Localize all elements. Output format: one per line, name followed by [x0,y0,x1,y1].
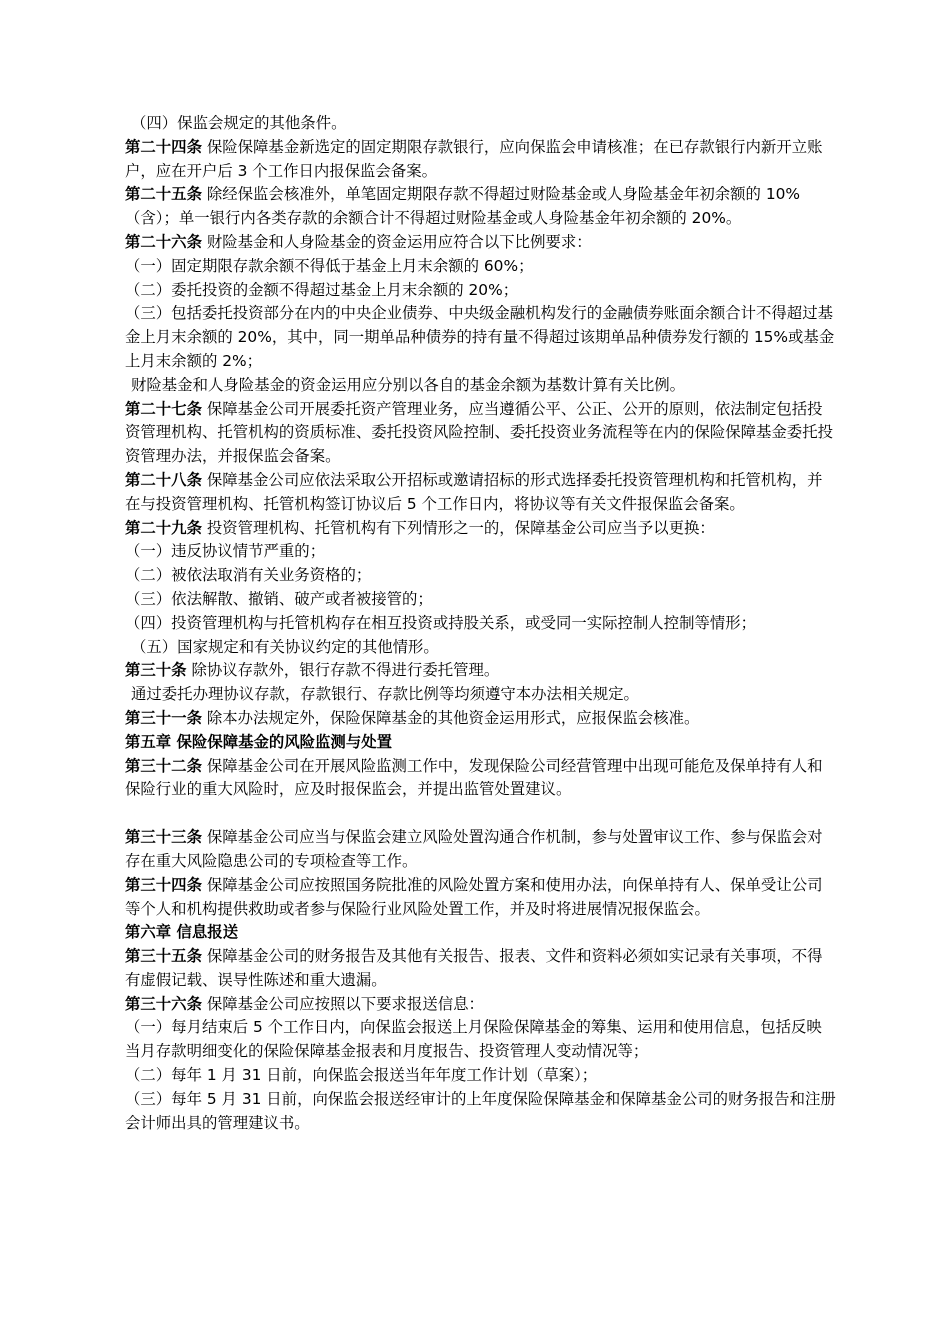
paragraph: 财险基金和人身险基金的资金运用应分别以各自的基金余额为基数计算有关比例。 [131,375,686,394]
paragraph: （四）保监会规定的其他条件。 [131,114,347,132]
list-item: （四）投资管理机构与托管机构存在相互投资或持股关系，或受同一实际控制人控制等情形； [125,613,757,632]
list-item: （二）委托投资的金额不得超过基金上月末余额的 20%； [125,280,519,299]
article-30: 第三十条 除协议存款外，银行存款不得进行委托管理。 [125,661,500,680]
article-26: 第二十六条 财险基金和人身险基金的资金运用应符合以下比例要求： [125,232,592,251]
article-heading: 第三十一条 [125,708,202,727]
article-heading: 第三十条 [125,661,187,680]
chapter-heading: 第五章 保险保障基金的风险监测与处置 [125,732,392,751]
list-item: （二）被依法取消有关业务资格的； [125,566,372,585]
article-heading: 第三十六条 [125,994,202,1013]
article-25: 第二十五条 除经保监会核准外，单笔固定期限存款不得超过财险基金或人身险基金年初余额的 10%（含）；单一银行内各类存款的余额合计不得超过财险基金或人身险基金年初余额的 20%。 [125,185,801,228]
article-31: 第三十一条 除本办法规定外，保险保障基金的其他资金运用形式，应报保监会核准。 [125,708,700,727]
article-heading: 第二十四条 [125,137,202,156]
article-36: 第三十六条 保障基金公司应按照以下要求报送信息： [125,994,484,1013]
article-29: 第二十九条 投资管理机构、托管机构有下列情形之一的，保障基金公司应当予以更换： [125,518,715,537]
article-heading: 第二十六条 [125,232,202,251]
article-35: 第三十五条 保障基金公司的财务报告及其他有关报告、报表、文件和资料必须如实记录有关事项，不得有虚假记载、误导性陈述和重大遗漏。 [125,947,823,989]
list-item: （一）违反协议情节严重的； [125,542,326,561]
article-24: 第二十四条 保险保障基金新选定的固定期限存款银行，应向保监会申请核准；在已存款银行内新开立账户，应在开户后 3 个工作日内报保监会备案。 [125,137,823,180]
article-heading: 第三十四条 [125,875,202,894]
paragraph: 通过委托办理协议存款，存款银行、存款比例等均须遵守本办法相关规定。 [131,685,639,704]
list-item: （三）每年 5 月 31 日前，向保监会报送经审计的上年度保险保障基金和保障基金公司的财务报告和注册会计师出具的管理建议书。 [125,1089,836,1132]
article-heading: 第三十五条 [125,947,202,966]
article-heading: 第二十五条 [125,185,202,204]
article-28: 第二十八条 保障基金公司应依法采取公开招标或邀请招标的形式选择委托投资管理机构和托管机构，并在与投资管理机构、托管机构签订协议后 5 个工作日内，将协议等有关文件报保监会备案。 [125,470,823,513]
list-item: （二）每年 1 月 31 日前，向保监会报送当年年度工作计划（草案）； [125,1066,598,1085]
list-item: （五）国家规定和有关协议约定的其他情形。 [131,637,439,656]
list-item: （三）包括委托投资部分在内的中央企业债券、中央级金融机构发行的金融债券账面余额合计不得超过基金上月末余额的 20%，其中，同一期单品种债券的持有量不得超过该期单品种债券发行额的 15%或基金上月末余额的 2%； [125,304,835,370]
list-item: （一）每月结束后 5 个工作日内，向保监会报送上月保险保障基金的筹集、运用和使用信息，包括反映当月存款明细变化的保险保障基金报表和月度报告、投资管理人变动情况等； [125,1018,822,1061]
article-heading: 第三十二条 [125,756,202,775]
document-page [125,112,837,1135]
blank-line [125,802,837,826]
article-32: 第三十二条 保障基金公司在开展风险监测工作中，发现保险公司经营管理中出现可能危及保单持有人和保险行业的重大风险时，应及时报保监会，并提出监管处置建议。 [125,756,823,799]
list-item: （三）依法解散、撤销、破产或者被接管的； [125,589,433,608]
article-33: 第三十三条 保障基金公司应当与保监会建立风险处置沟通合作机制，参与处置审议工作、参与保监会对存在重大风险隐患公司的专项检查等工作。 [125,828,823,870]
article-heading: 第二十九条 [125,518,202,537]
article-heading: 第二十八条 [125,470,202,489]
article-heading: 第二十七条 [125,399,202,418]
chapter-heading: 第六章 信息报送 [125,923,239,942]
article-34: 第三十四条 保障基金公司应按照国务院批准的风险处置方案和使用办法，向保单持有人、保单受让公司等个人和机构提供救助或者参与保险行业风险处置工作，并及时将进展情况报保监会。 [125,875,823,918]
list-item: （一）固定期限存款余额不得低于基金上月末余额的 60%； [125,256,534,275]
article-heading: 第三十三条 [125,828,202,847]
article-27: 第二十七条 保障基金公司开展委托资产管理业务，应当遵循公平、公正、公开的原则，依法制定包括投资管理机构、托管机构的资质标准、委托投资风险控制、委托投资业务流程等在内的保险保障基金委托投资管理办法，并报保监会备案。 [125,399,833,466]
